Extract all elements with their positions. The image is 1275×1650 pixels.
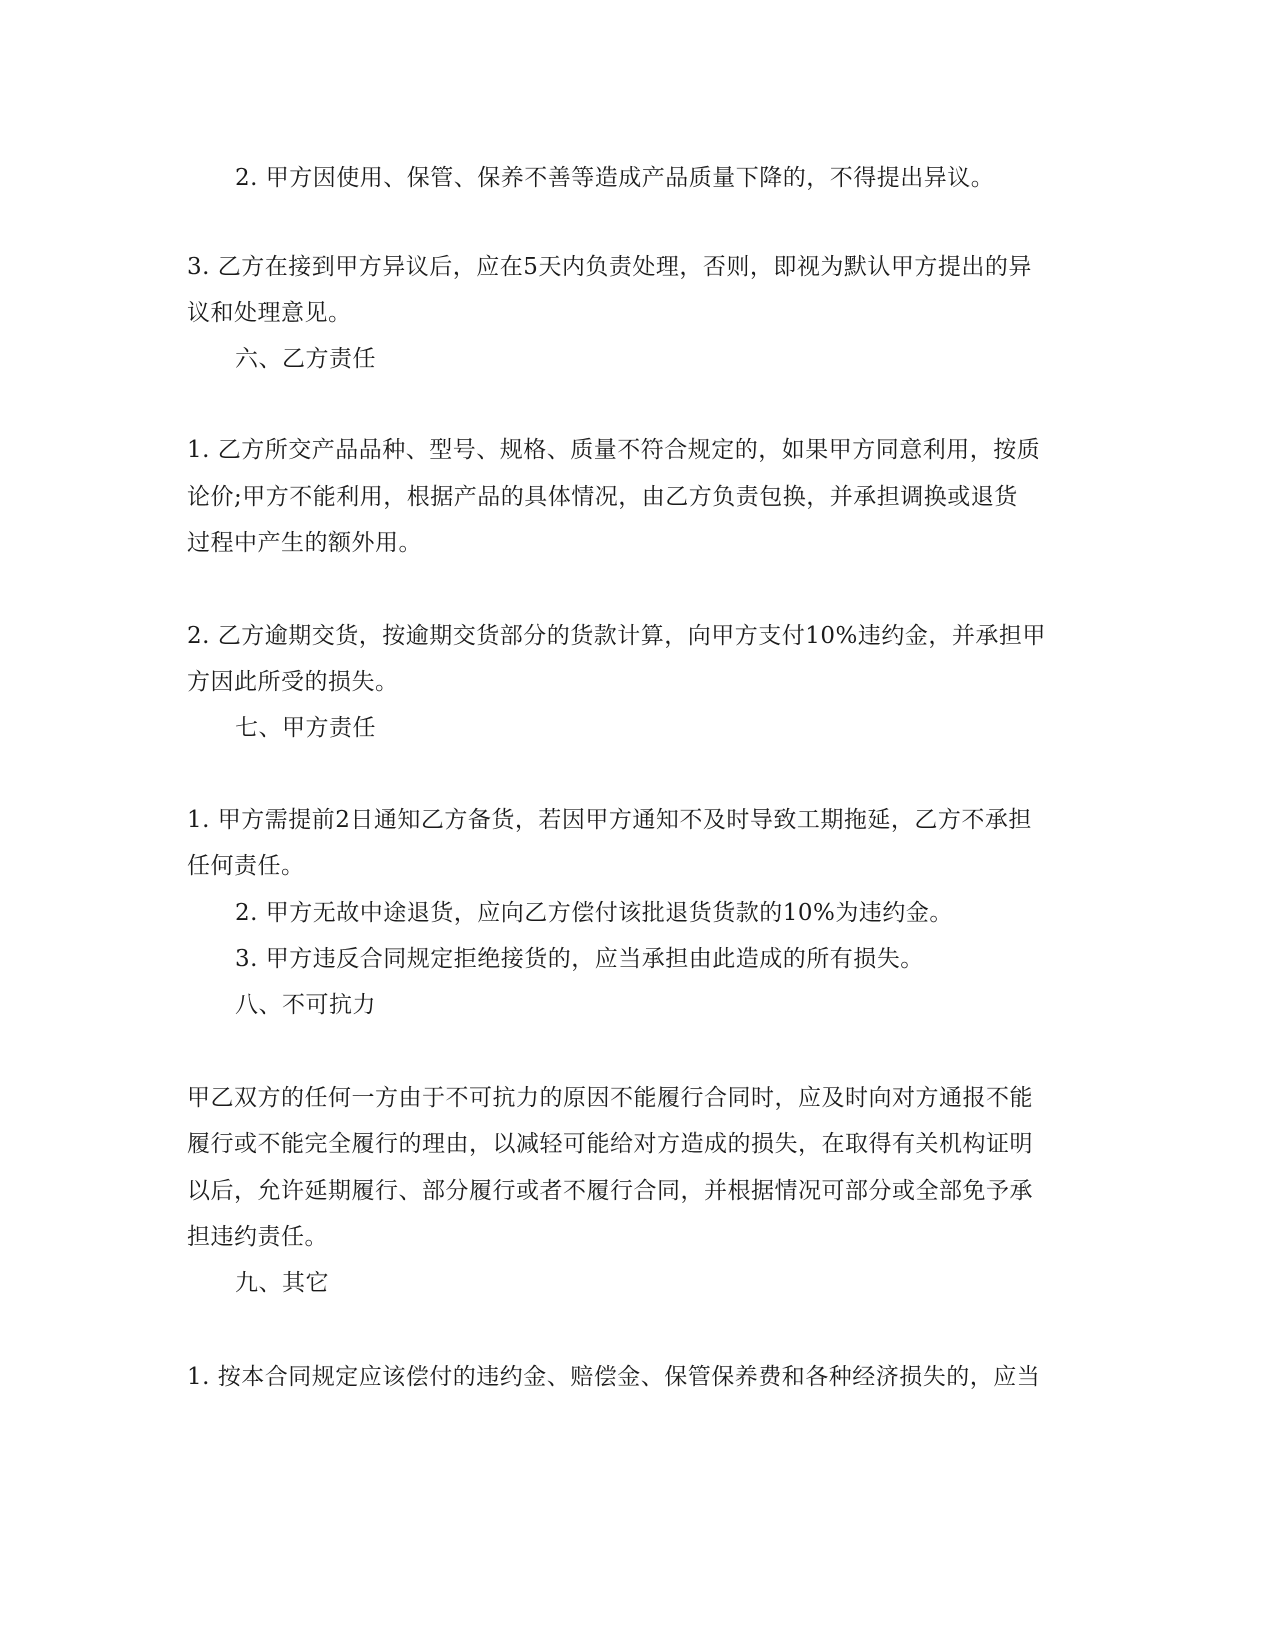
clause-8-line-4: 担违约责任。 [187, 1224, 328, 1250]
clause-7-3: 3. 甲方违反合同规定拒绝接货的，应当承担由此造成的所有损失。 [235, 946, 924, 972]
clause-5-3-line-1: 3. 乙方在接到甲方异议后，应在5天内负责处理，否则，即视为默认甲方提出的异 [187, 254, 1032, 280]
clause-5-3-line-2: 议和处理意见。 [187, 300, 352, 326]
clause-6-2-line-1: 2. 乙方逾期交货，按逾期交货部分的货款计算，向甲方支付10%违约金，并承担甲 [187, 623, 1046, 649]
section-heading-6: 六、乙方责任 [235, 346, 376, 372]
clause-6-1-line-3: 过程中产生的额外用。 [187, 530, 422, 556]
clause-6-1-line-1: 1. 乙方所交产品品种、型号、规格、质量不符合规定的，如果甲方同意利用，按质 [187, 437, 1041, 463]
clause-6-2-line-2: 方因此所受的损失。 [187, 669, 399, 695]
clause-5-2: 2. 甲方因使用、保管、保养不善等造成产品质量下降的，不得提出异议。 [235, 165, 995, 191]
clause-6-1-line-2: 论价;甲方不能利用，根据产品的具体情况，由乙方负责包换，并承担调换或退货 [187, 484, 1018, 510]
clause-7-1-line-2: 任何责任。 [187, 853, 305, 879]
clause-9-1-line-1: 1. 按本合同规定应该偿付的违约金、赔偿金、保管保养费和各种经济损失的，应当 [187, 1364, 1041, 1390]
clause-8-line-3: 以后，允许延期履行、部分履行或者不履行合同，并根据情况可部分或全部免予承 [187, 1178, 1033, 1204]
section-heading-7: 七、甲方责任 [235, 715, 376, 741]
clause-8-line-1: 甲乙双方的任何一方由于不可抗力的原因不能履行合同时，应及时向对方通报不能 [187, 1085, 1033, 1111]
section-heading-8: 八、不可抗力 [235, 992, 376, 1018]
clause-7-1-line-1: 1. 甲方需提前2日通知乙方备货，若因甲方通知不及时导致工期拖延，乙方不承担 [187, 807, 1032, 833]
clause-7-2: 2. 甲方无故中途退货，应向乙方偿付该批退货货款的10%为违约金。 [235, 900, 953, 926]
clause-8-line-2: 履行或不能完全履行的理由，以减轻可能给对方造成的损失，在取得有关机构证明 [187, 1131, 1033, 1157]
section-heading-9: 九、其它 [235, 1270, 329, 1296]
